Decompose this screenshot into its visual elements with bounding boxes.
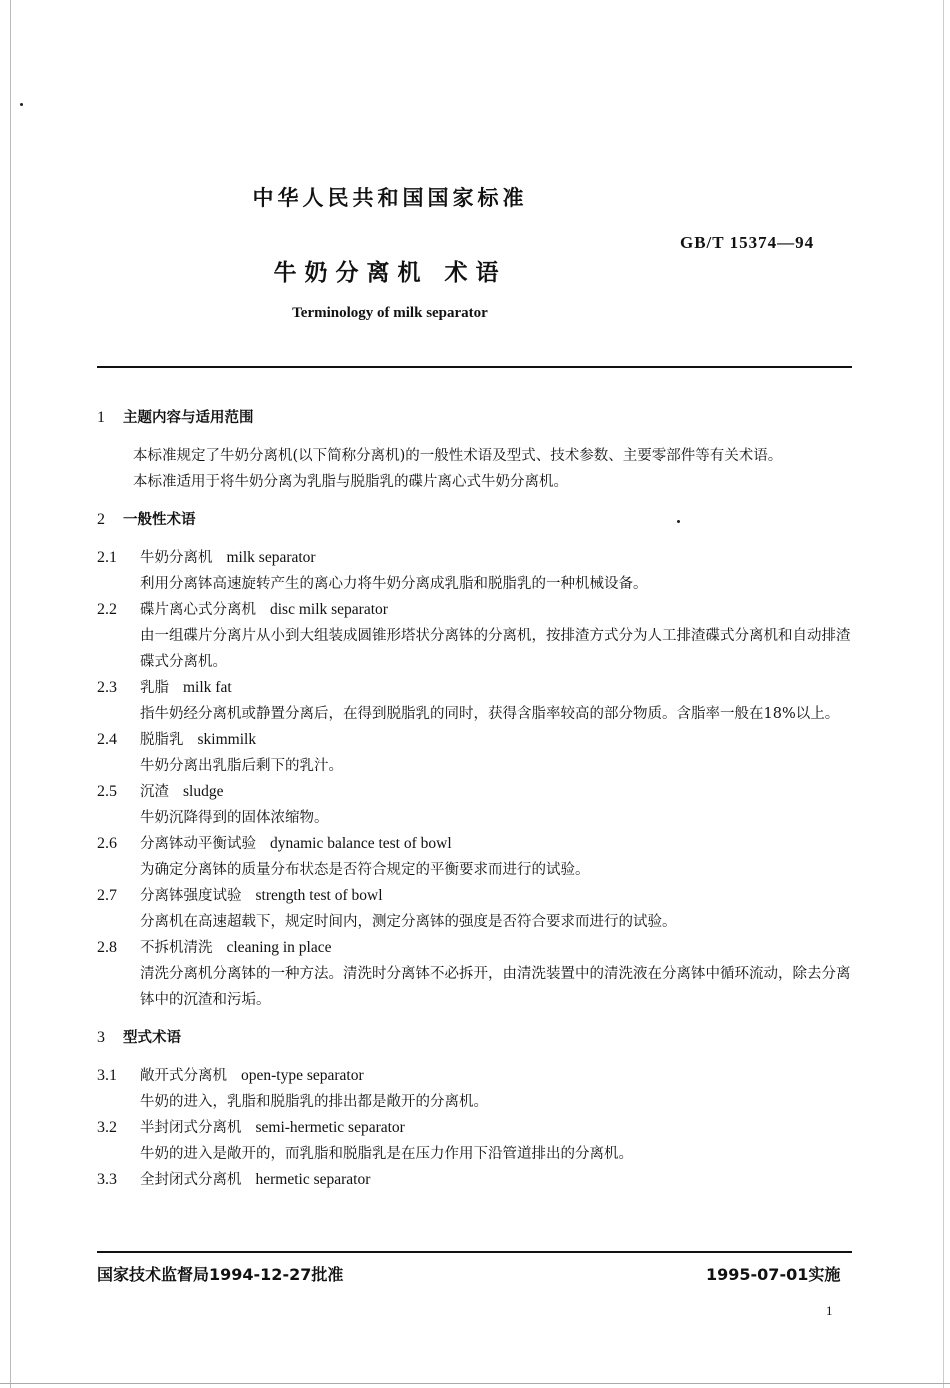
term-chinese: 碟片离心式分离机 bbox=[140, 602, 256, 618]
term-english: milk separator bbox=[226, 549, 316, 566]
term-number: 3.2 bbox=[97, 1119, 117, 1136]
term-definition: 利用分离钵高速旋转产生的离心力将牛奶分离成乳脂和脱脂乳的一种机械设备。 bbox=[140, 576, 648, 592]
scan-edge-bottom bbox=[0, 1383, 950, 1384]
section-heading bbox=[97, 1025, 852, 1051]
section-title: 主题内容与适用范围 bbox=[123, 410, 254, 426]
term-chinese: 全封闭式分离机 bbox=[140, 1172, 242, 1188]
term-entry bbox=[97, 675, 852, 727]
term-entry bbox=[97, 779, 852, 831]
term-entry bbox=[97, 1115, 852, 1167]
paragraph: 本标准适用于将牛奶分离为乳脂与脱脂乳的碟片离心式牛奶分离机。 bbox=[133, 474, 568, 490]
section-number: 2 bbox=[97, 511, 105, 528]
document-title: 牛奶分离机 术语 bbox=[273, 260, 507, 286]
term-chinese: 敞开式分离机 bbox=[140, 1068, 227, 1084]
standard-code: GB/T 15374—94 bbox=[680, 233, 815, 252]
term-english: skimmilk bbox=[197, 731, 257, 748]
term-english: cleaning in place bbox=[226, 939, 332, 956]
term-chinese: 分离钵动平衡试验 bbox=[140, 836, 256, 852]
section-title: 型式术语 bbox=[123, 1030, 181, 1046]
scan-speck bbox=[20, 103, 23, 106]
term-number: 2.3 bbox=[97, 679, 117, 696]
term-english: dynamic balance test of bowl bbox=[270, 835, 452, 852]
term-definition: 指牛奶经分离机或静置分离后，在得到脱脂乳的同时，获得含脂率较高的部分物质。含脂率一般在18%以上。 bbox=[140, 706, 840, 722]
footer-rule bbox=[97, 1251, 852, 1253]
term-chinese: 牛奶分离机 bbox=[140, 550, 213, 566]
term-number: 3.3 bbox=[97, 1171, 117, 1188]
term-entry bbox=[97, 883, 852, 935]
term-number: 2.4 bbox=[97, 731, 117, 748]
term-entry bbox=[97, 1063, 852, 1115]
term-number: 2.8 bbox=[97, 939, 117, 956]
standard-title: 中华人民共和国国家标准 bbox=[252, 186, 528, 210]
section-number: 3 bbox=[97, 1029, 105, 1046]
document-body bbox=[97, 405, 852, 1193]
term-chinese: 沉渣 bbox=[140, 784, 169, 800]
term-number: 2.7 bbox=[97, 887, 117, 904]
term-number: 2.2 bbox=[97, 601, 117, 618]
term-english: strength test of bowl bbox=[255, 887, 383, 904]
term-definition: 分离机在高速超载下，规定时间内，测定分离钵的强度是否符合要求而进行的试验。 bbox=[140, 914, 677, 930]
header-rule bbox=[97, 366, 852, 368]
term-number: 2.1 bbox=[97, 549, 117, 566]
term-english: semi-hermetic separator bbox=[255, 1119, 405, 1136]
term-entry bbox=[97, 1167, 852, 1193]
term-entry bbox=[97, 545, 852, 597]
term-chinese: 脱脂乳 bbox=[140, 732, 184, 748]
term-definition: 清洗分离机分离钵的一种方法。清洗时分离钵不必拆开，由清洗装置中的清洗液在分离钵中循环流动，除去分离钵中的沉渣和污垢。 bbox=[140, 966, 851, 1008]
paragraph: 本标准规定了牛奶分离机(以下简称分离机)的一般性术语及型式、技术参数、主要零部件等有关术语。 bbox=[133, 448, 783, 464]
term-definition: 为确定分离钵的质量分布状态是否符合规定的平衡要求而进行的试验。 bbox=[140, 862, 590, 878]
document-subtitle: Terminology of milk separator bbox=[292, 305, 488, 321]
term-english: open-type separator bbox=[241, 1067, 364, 1084]
term-number: 2.5 bbox=[97, 783, 117, 800]
term-definition: 牛奶沉降得到的固体浓缩物。 bbox=[140, 810, 329, 826]
term-chinese: 分离钵强度试验 bbox=[140, 888, 242, 904]
approval-line: 国家技术监督局1994-12-27批准 bbox=[97, 1265, 344, 1284]
term-definition: 牛奶分离出乳脂后剩下的乳汁。 bbox=[140, 758, 343, 774]
term-entry bbox=[97, 831, 852, 883]
term-number: 2.6 bbox=[97, 835, 117, 852]
implementation-date: 1995-07-01实施 bbox=[706, 1265, 841, 1284]
term-definition: 牛奶的进入是敞开的，而乳脂和脱脂乳是在压力作用下沿管道排出的分离机。 bbox=[140, 1146, 633, 1162]
term-number: 3.1 bbox=[97, 1067, 117, 1084]
section-heading bbox=[97, 405, 852, 431]
term-chinese: 不拆机清洗 bbox=[140, 940, 213, 956]
term-english: sludge bbox=[183, 783, 224, 800]
term-english: milk fat bbox=[183, 679, 232, 696]
scan-edge-right bbox=[943, 0, 944, 1388]
section-number: 1 bbox=[97, 409, 105, 426]
section-title: 一般性术语 bbox=[123, 512, 196, 528]
section-heading bbox=[97, 507, 852, 533]
term-definition: 牛奶的进入，乳脂和脱脂乳的排出都是敞开的分离机。 bbox=[140, 1094, 488, 1110]
term-definition: 由一组碟片分离片从小到大组装成圆锥形塔状分离钵的分离机，按排渣方式分为人工排渣碟式分离机和自动排渣碟式分离机。 bbox=[140, 628, 851, 670]
term-english: disc milk separator bbox=[270, 601, 388, 618]
page-number: 1 bbox=[826, 1303, 833, 1318]
term-entry bbox=[97, 727, 852, 779]
term-english: hermetic separator bbox=[255, 1171, 371, 1188]
term-chinese: 半封闭式分离机 bbox=[140, 1120, 242, 1136]
term-entry bbox=[97, 597, 852, 675]
term-entry bbox=[97, 935, 852, 1013]
term-chinese: 乳脂 bbox=[140, 680, 169, 696]
